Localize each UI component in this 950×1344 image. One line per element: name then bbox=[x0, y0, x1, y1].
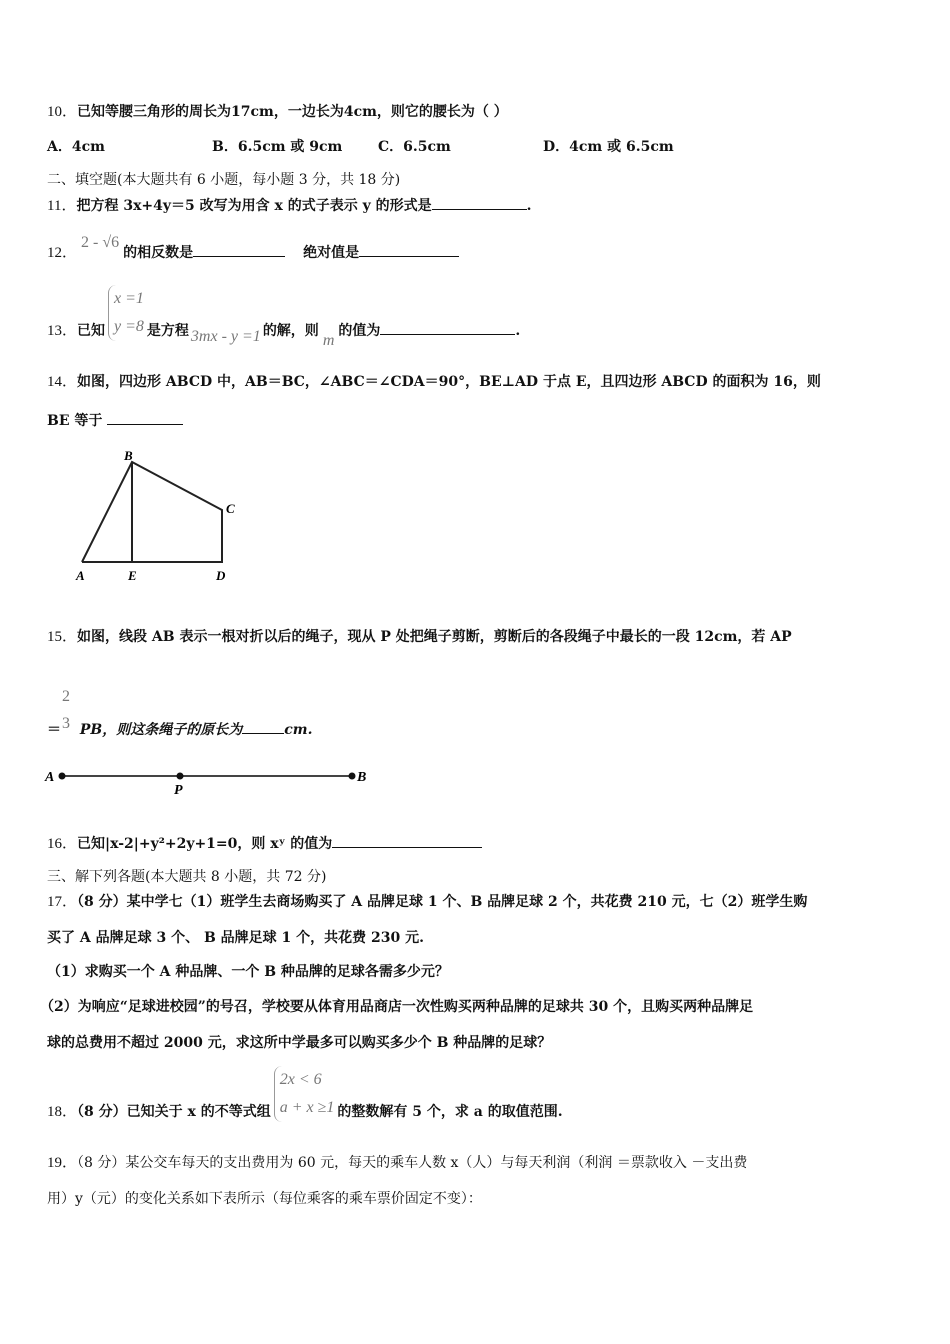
question-14-cont bbox=[47, 410, 183, 431]
answer-blank bbox=[107, 410, 183, 425]
denominator: 3 bbox=[62, 715, 70, 732]
question-text: 的相反数是 bbox=[123, 245, 194, 261]
question-text: （8 分）某中学七（1）班学生去商场购买了 A 品牌足球 1 个、B 品牌足球 2 个，共花费 210 元，七（2）班学生购 bbox=[77, 894, 808, 910]
question-12 bbox=[47, 234, 459, 263]
question-text: PB，则这条绳子的原长为 bbox=[79, 722, 243, 738]
question-16 bbox=[47, 833, 482, 854]
label-b: B bbox=[124, 448, 133, 463]
question-13 bbox=[47, 285, 521, 349]
question-17 bbox=[47, 892, 807, 912]
question-text: 已知|x-2|+y²+2y+1=0，则 xʸ 的值为 bbox=[77, 836, 333, 852]
label-a: A bbox=[45, 770, 55, 785]
question-text: 的值为 bbox=[338, 323, 381, 339]
question-text: 绝对值是 bbox=[303, 245, 360, 261]
answer-blank bbox=[380, 320, 515, 335]
question-text: 的整数解有 5 个，求 a 的取值范围. bbox=[337, 1104, 563, 1120]
question-text: （8 分）某公交车每天的支出费用为 60 元，每天的乘车人数 x（人）与每天利润（利润 ＝票款收入 －支出费 bbox=[77, 1155, 748, 1171]
inequality: 2x < 6 bbox=[279, 1071, 322, 1088]
inequality: a + x ≥1 bbox=[279, 1099, 335, 1116]
period: . bbox=[526, 198, 532, 214]
question-number: 10． bbox=[47, 104, 78, 120]
question-number: 14． bbox=[47, 374, 78, 390]
answer-blank bbox=[432, 195, 527, 210]
question-10 bbox=[47, 102, 508, 122]
option-d: D．4cm 或 6.5cm bbox=[543, 139, 674, 155]
unit: cm. bbox=[284, 722, 313, 738]
equals-sign: ＝ bbox=[47, 722, 61, 738]
label-a: A bbox=[76, 568, 85, 583]
question-17-line2: 买了 A 品牌足球 3 个、 B 品牌足球 1 个，共花费 230 元. bbox=[47, 930, 425, 946]
numerator: 2 bbox=[62, 688, 70, 705]
question-number: 15． bbox=[47, 629, 78, 645]
question-text: （8 分）已知关于 x 的不等式组 bbox=[77, 1104, 271, 1120]
question-18 bbox=[47, 1066, 563, 1122]
option-c: C．6.5cm bbox=[378, 139, 451, 155]
inequality-system bbox=[274, 1066, 335, 1122]
option-a: A．4cm bbox=[47, 139, 105, 155]
answer-blank bbox=[359, 242, 459, 257]
question-17-part2-cont: 球的总费用不超过 2000 元，求这所中学最多可以购买多少个 B 种品牌的足球？ bbox=[47, 1035, 552, 1051]
answer-blank bbox=[242, 719, 284, 734]
answer-blank bbox=[332, 833, 482, 848]
quadrilateral-figure bbox=[60, 440, 260, 590]
question-11 bbox=[47, 195, 532, 216]
equation: x =1 bbox=[114, 290, 144, 307]
section-3-heading: 三、解下列各题(本大题共 8 小题，共 72 分) bbox=[47, 869, 327, 885]
question-number: 19． bbox=[47, 1155, 78, 1171]
equation-system bbox=[108, 285, 144, 341]
fraction bbox=[61, 688, 75, 734]
question-text: 已知等腰三角形的周长为17cm，一边长为4cm，则它的腰长为（ ） bbox=[77, 104, 508, 120]
math-expression: 3mx - y =1 bbox=[190, 328, 261, 345]
question-number: 17． bbox=[47, 894, 78, 910]
question-19-line2: 用）y（元）的变化关系如下表所示（每位乘客的乘车票价固定不变）： bbox=[47, 1191, 482, 1207]
question-17-part1: （1）求购买一个 A 种品牌、一个 B 种品牌的足球各需多少元？ bbox=[47, 964, 449, 980]
question-text: 如图，四边形 ABCD 中，AB＝BC，∠ABC＝∠CDA＝90°，BE⊥AD 于点 E，且四边形 ABCD 的面积为 16，则 bbox=[77, 374, 821, 390]
question-text: 的解，则 bbox=[262, 323, 319, 339]
question-15 bbox=[47, 627, 792, 647]
math-expression: 2 - √6 bbox=[81, 234, 120, 251]
period: . bbox=[515, 323, 521, 339]
label-p: P bbox=[174, 783, 183, 798]
label-c: C bbox=[226, 501, 235, 516]
question-15-cont bbox=[47, 688, 313, 740]
label-b: B bbox=[357, 770, 367, 785]
label-d: D bbox=[216, 568, 226, 583]
label-e: E bbox=[128, 568, 137, 583]
question-text: 是方程 bbox=[146, 323, 189, 339]
equation: y =8 bbox=[114, 318, 144, 335]
question-text: 把方程 3x+4y＝5 改写为用含 x 的式子表示 y 的形式是 bbox=[76, 198, 432, 214]
section-2-heading: 二、填空题(本大题共有 6 小题，每小题 3 分，共 18 分) bbox=[47, 172, 401, 188]
question-number: 13． bbox=[47, 323, 78, 339]
point-b bbox=[349, 773, 356, 780]
answer-blank bbox=[193, 242, 285, 257]
point-p bbox=[177, 773, 184, 780]
question-text: BE 等于 bbox=[47, 413, 103, 429]
question-number: 16． bbox=[47, 836, 78, 852]
point-a bbox=[59, 773, 66, 780]
question-14 bbox=[47, 372, 821, 392]
quadrilateral-abcd bbox=[82, 462, 222, 562]
question-19 bbox=[47, 1153, 747, 1173]
question-text: 如图，线段 AB 表示一根对折以后的绳子，现从 P 处把绳子剪断，剪断后的各段绳子中最长的一段 12cm，若 AP bbox=[77, 629, 792, 645]
question-number: 12． bbox=[47, 245, 78, 261]
question-number: 18． bbox=[47, 1104, 78, 1120]
math-variable: m bbox=[322, 332, 335, 349]
segment-figure bbox=[40, 760, 380, 800]
question-17-part2: （2）为响应“足球进校园”的号召，学校要从体育用品商店一次性购买两种品牌的足球共 30 个，且购买两种品牌足 bbox=[40, 999, 754, 1015]
option-b: B．6.5cm 或 9cm bbox=[212, 139, 343, 155]
question-text: 已知 bbox=[77, 323, 106, 339]
question-number: 11． bbox=[47, 198, 77, 214]
